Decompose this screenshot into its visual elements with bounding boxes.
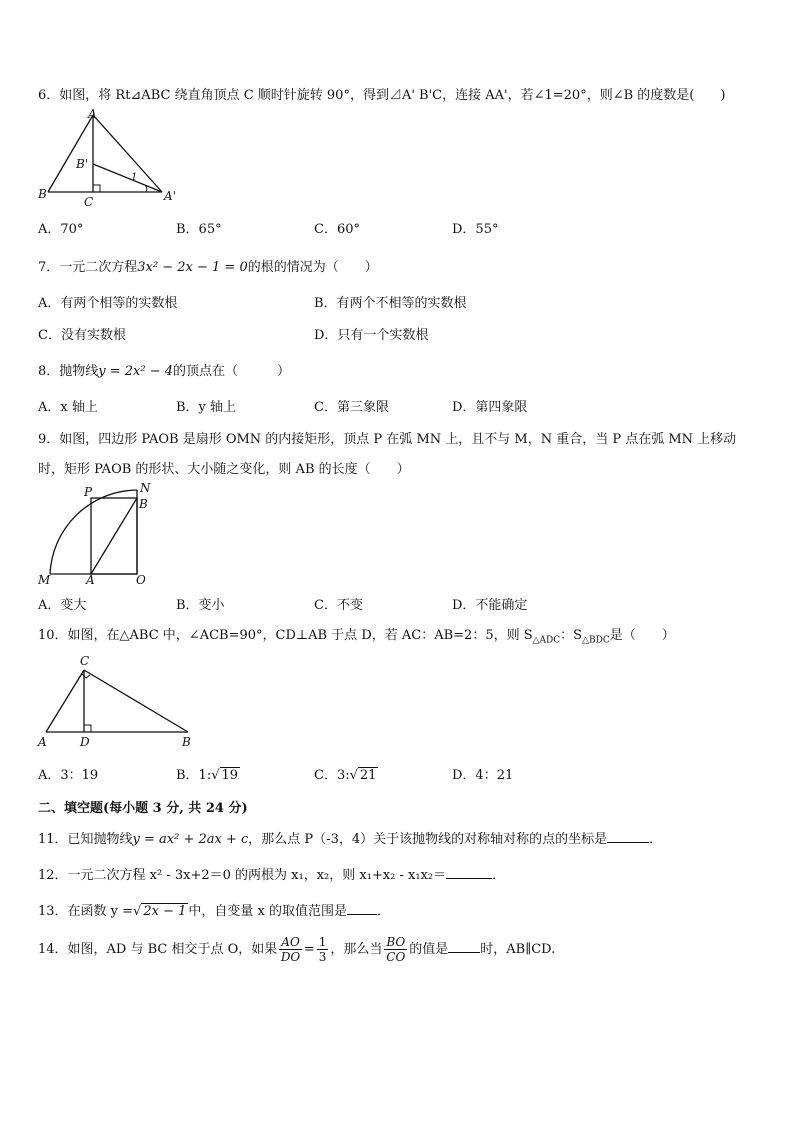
q10-label-A: A — [38, 735, 47, 749]
q8-options — [38, 396, 758, 414]
q6-options — [38, 218, 758, 236]
q7-option-d: D．只有一个实数根 — [314, 328, 429, 343]
q6-label-Bp: B' — [76, 157, 89, 171]
q6-option-a: A．70° — [38, 222, 84, 237]
q12-blank[interactable] — [446, 866, 492, 879]
q6-text: 6．如图，将 Rt⊿ABC 绕直角顶点 C 顺时针旋转 90°，得到⊿A' B'C，连接 AA'，若∠1=20°，则∠B 的度数是( ) — [38, 88, 726, 103]
q10-label-C: C — [80, 654, 90, 668]
q7-options-row2 — [38, 324, 758, 342]
q10-label-D: D — [80, 735, 90, 749]
q6-option-d: D．55° — [452, 222, 499, 237]
q13-text: 13．在函数 y =√ 2x − 1 中，自变量 x 的取值范围是 ． — [38, 904, 390, 919]
q9-label-P: P — [84, 485, 93, 499]
q10-option-b: B．1:√ 19 — [176, 768, 239, 783]
q9-option-c: C．不变 — [314, 598, 363, 613]
q9-option-b: B．变小 — [176, 598, 225, 613]
q13-blank[interactable] — [347, 902, 377, 915]
q6-option-b: B．65° — [176, 222, 222, 237]
q7-equation: 3x² − 2x − 1 = 0 — [137, 260, 248, 275]
section-2-heading: 二、填空题(每小题 3 分, 共 24 分) — [38, 801, 248, 816]
q14-frac-ao-do: $\frac{AO}{DO}$ — [280, 935, 301, 964]
q11-text: 11．已知抛物线y = ax² + 2ax + c，那么点 P（-3，4）关于该抛物线的对称轴对称的点的坐标是 ． — [38, 832, 663, 847]
q7-option-a: A．有两个相等的实数根 — [38, 296, 178, 311]
q14-frac-bo-co: $\frac{BO}{CO}$ — [386, 935, 406, 964]
q14-frac-1-3: $\frac{1}{3}$ — [318, 935, 327, 964]
q10-option-a: A．3：19 — [38, 768, 99, 783]
q6-figure — [38, 108, 183, 208]
q6-label-1: 1 — [131, 172, 138, 183]
q6-label-Ap: A' — [164, 189, 176, 203]
q12-text: 12．一元二次方程 x² - 3x+2＝0 的两根为 x₁，x₂，则 x₁+x₂ - x₁x₂＝ ． — [38, 868, 506, 883]
q9-line1: 9．如图，四边形 PAOB 是扇形 OMN 的内接矩形，顶点 P 在弧 MN 上，且不与 M，N 重合，当 P 点在弧 MN 上移动 — [38, 432, 737, 447]
q9-label-B: B — [139, 497, 148, 511]
q9-label-A: A — [86, 573, 95, 587]
q10-option-c: C．3:√ 21 — [314, 768, 377, 783]
q10-text: 10．如图，在△ABC 中，∠ACB=90°，CD⊥AB 于点 D，若 AC：AB=2：5，则 $S_{\triangle ADC}$：$S_{\triangle BDC}$是（ ） — [38, 628, 675, 646]
q6-label-C: C — [84, 195, 94, 208]
q14-blank[interactable] — [448, 940, 480, 953]
q8-option-b: B．y 轴上 — [176, 400, 237, 415]
q7-options-row1 — [38, 292, 758, 310]
q6-label-A: A — [88, 108, 97, 121]
q10-figure — [36, 654, 194, 750]
q8-option-a: A．x 轴上 — [38, 400, 98, 415]
q8-equation: y = 2x² − 4 — [98, 364, 174, 379]
q8-option-d: D．第四象限 — [452, 400, 528, 415]
q6-option-c: C．60° — [314, 222, 360, 237]
q9-line2: 时，矩形 PAOB 的形状、大小随之变化，则 AB 的长度（ ） — [38, 462, 410, 477]
q10-option-d: D．4：21 — [452, 768, 514, 783]
q7-option-c: C．没有实数根 — [38, 328, 126, 343]
q7-text: 7．一元二次方程3x² − 2x − 1 = 0的根的情况为（ ） — [38, 260, 378, 275]
q6-label-B: B — [38, 187, 47, 201]
q7-option-b: B．有两个不相等的实数根 — [314, 296, 467, 311]
q10-label-B: B — [182, 735, 191, 749]
q14-text: 14．如图，AD 与 BC 相交于点 O，如果 $\frac{AO}{DO}$ = $\frac{1}{3}$ ，那么当 $\frac{BO}{CO}$ 的值是 时，AB∥CD. — [38, 935, 556, 964]
q8-text: 8．抛物线y = 2x² − 4的顶点在（ ） — [38, 364, 291, 379]
q11-blank[interactable] — [607, 830, 649, 843]
q10-options — [38, 764, 758, 782]
q9-option-a: A．变大 — [38, 598, 87, 613]
q9-label-M: M — [38, 573, 51, 587]
q11-equation: y = ax² + 2ax + c — [132, 832, 249, 847]
q8-option-c: C．第三象限 — [314, 400, 389, 415]
q9-label-N: N — [140, 481, 151, 495]
q9-figure — [36, 480, 161, 588]
q9-option-d: D．不能确定 — [452, 598, 528, 613]
q9-options — [38, 594, 758, 612]
q9-label-O: O — [136, 573, 146, 587]
